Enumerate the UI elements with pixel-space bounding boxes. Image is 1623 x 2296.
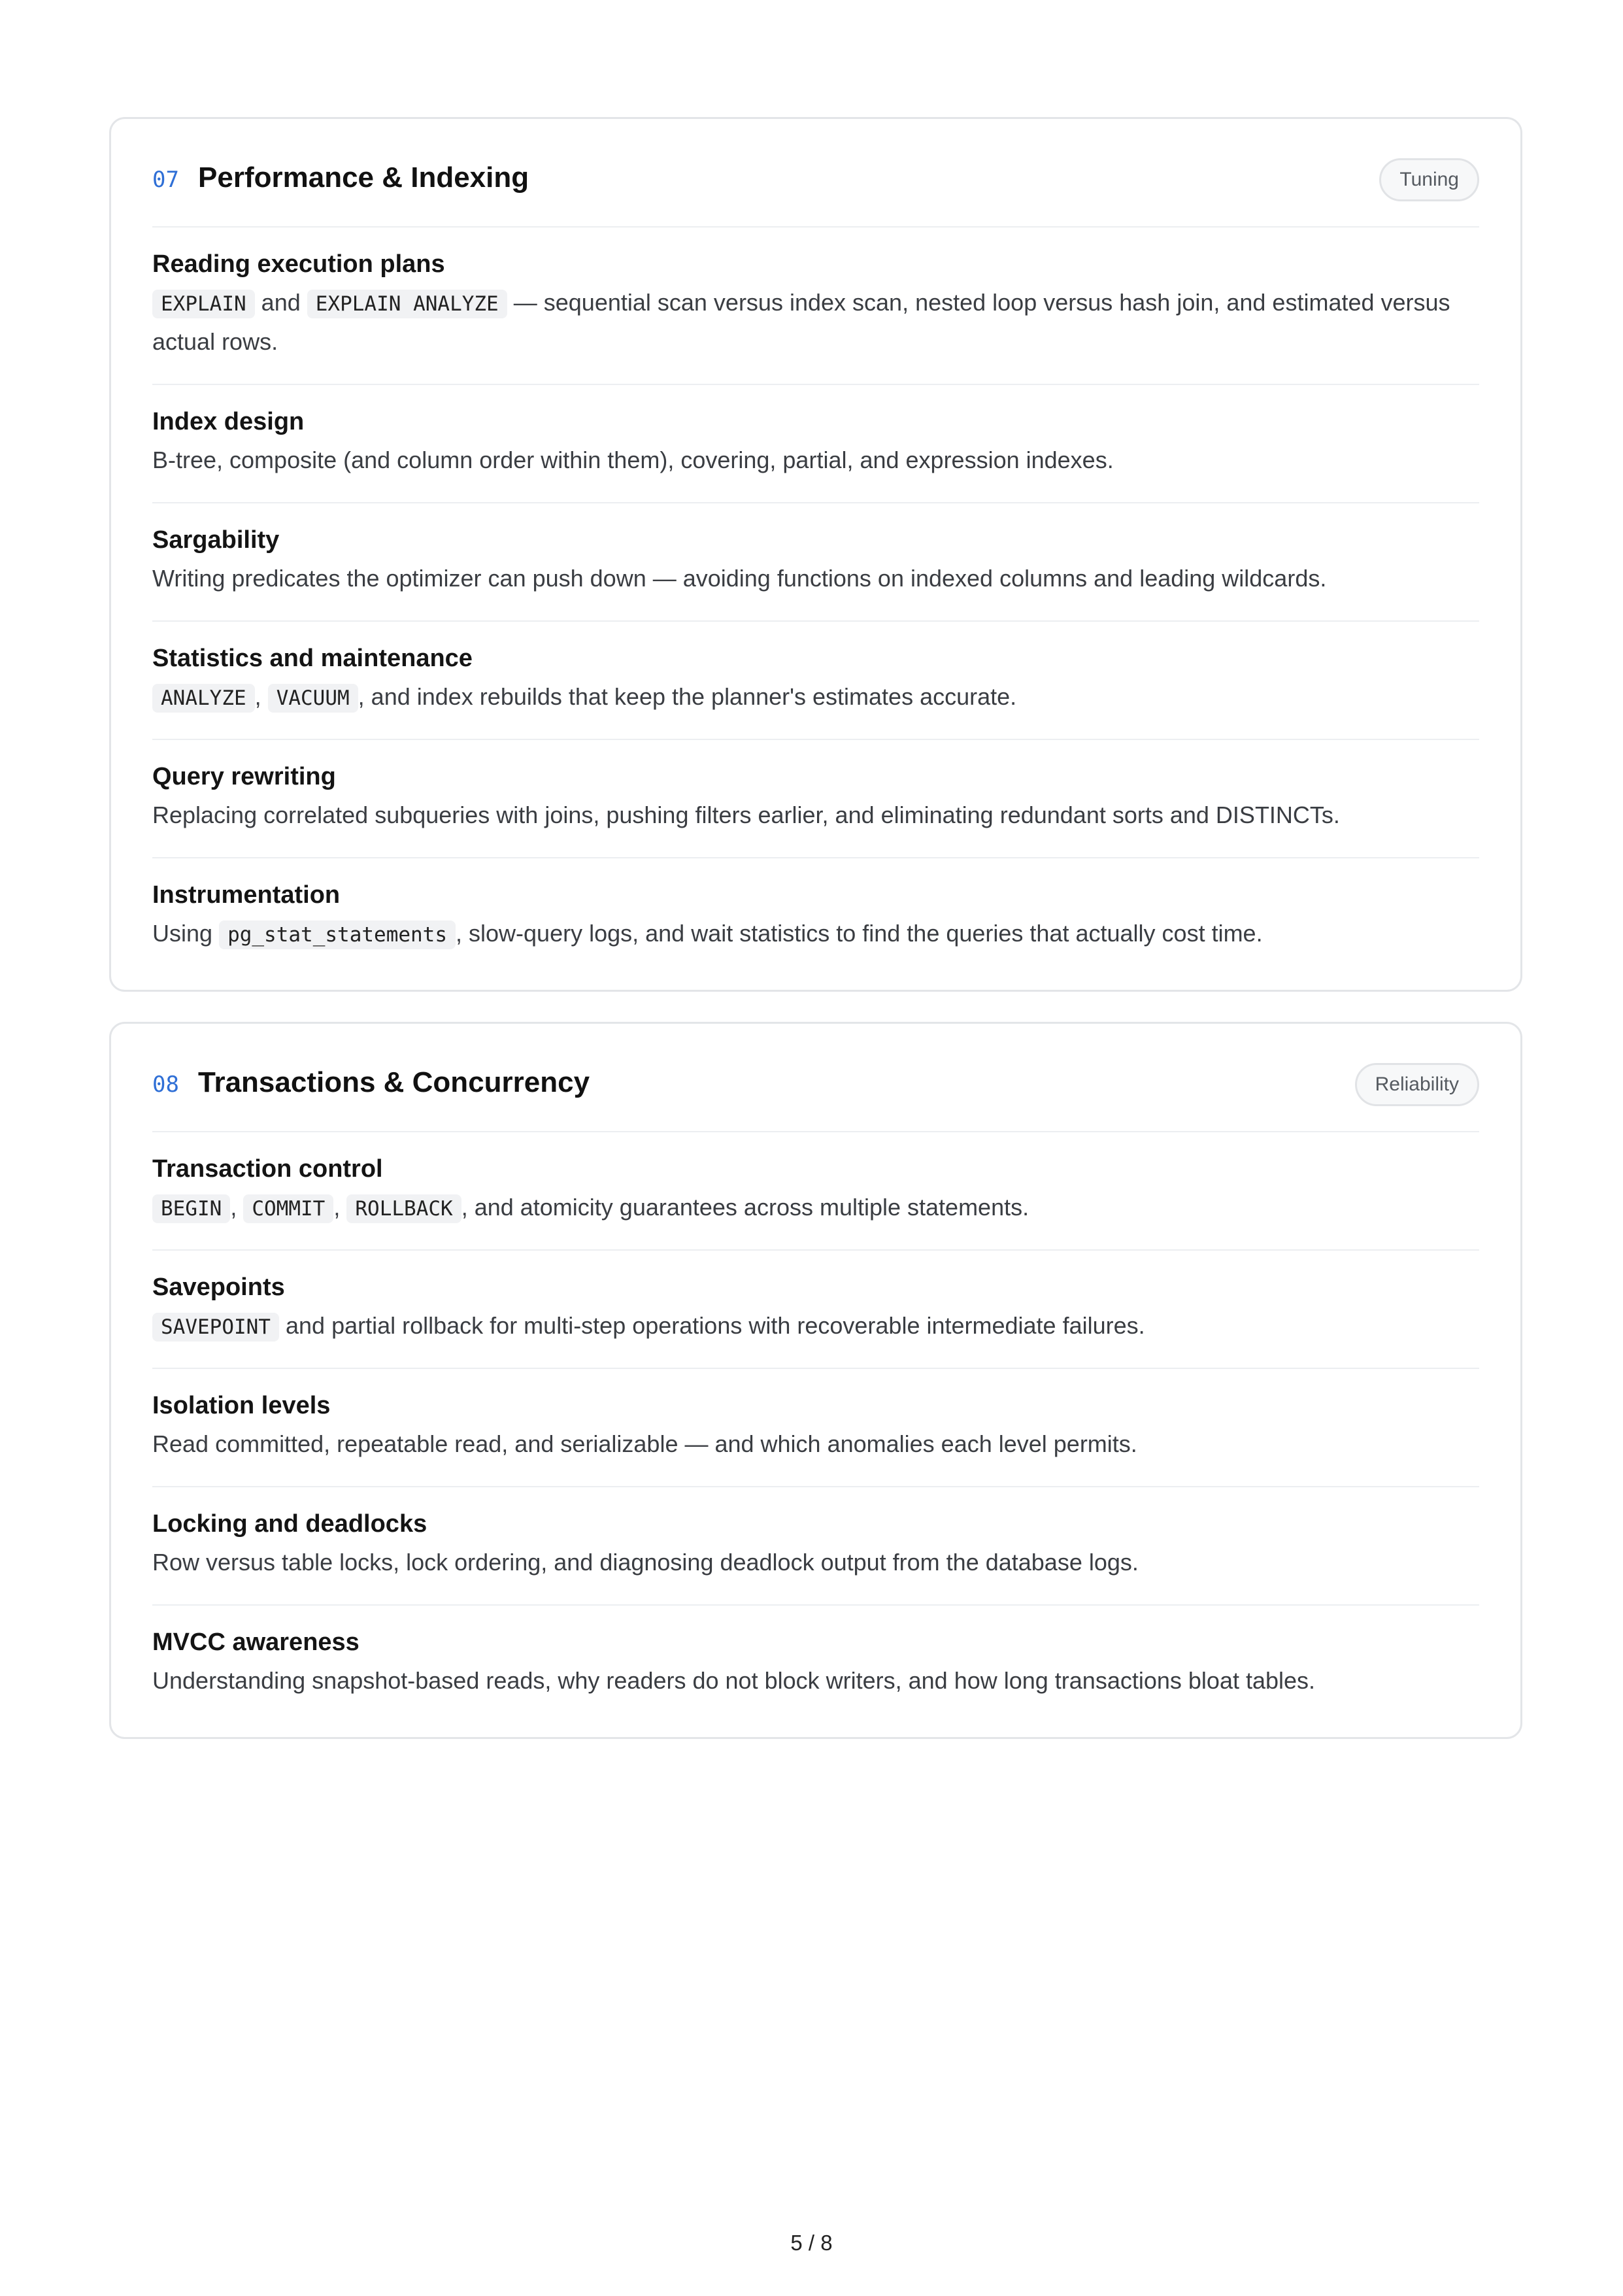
section-number: 08: [152, 1072, 179, 1098]
description-text: , slow-query logs, and wait statistics to find the queries that actually cost time.: [456, 920, 1263, 947]
inline-code: BEGIN: [152, 1194, 230, 1223]
inline-code: EXPLAIN: [152, 290, 255, 318]
topic-description: Understanding snapshot-based reads, why readers do not block writers, and how long transactions bloat tables.: [152, 1667, 1316, 1694]
topic-description: [152, 1189, 1479, 1228]
inline-code: ANALYZE: [152, 684, 255, 713]
section-title: Transactions & Concurrency: [198, 1066, 590, 1098]
topic-item: [152, 503, 1479, 622]
topic-description: [152, 1307, 1479, 1346]
topic-title: Index design: [152, 408, 305, 435]
topic-description: Row versus table locks, lock ordering, and diagnosing deadlock output from the database logs.: [152, 1549, 1139, 1576]
topic-description: [152, 915, 1479, 954]
inline-code: EXPLAIN ANALYZE: [307, 290, 507, 318]
topic-item: [152, 1606, 1479, 1724]
topic-item: [152, 858, 1479, 977]
topic-item: [152, 385, 1479, 503]
topic-item: [152, 1132, 1479, 1251]
description-text: ,: [230, 1194, 237, 1221]
description-text: — sequential scan versus index scan, nested loop versus hash join, and estimated versus actual rows.: [152, 289, 1450, 355]
section-header: [152, 1024, 1479, 1132]
topic-item: [152, 1487, 1479, 1606]
description-text: , and index rebuilds that keep the planner's estimates accurate.: [358, 683, 1017, 710]
topic-description: B-tree, composite (and column order within them), covering, partial, and expression indexes.: [152, 447, 1114, 473]
section-header: [152, 119, 1479, 228]
topic-title: Locking and deadlocks: [152, 1510, 427, 1538]
topic-item: [152, 622, 1479, 740]
topic-title: Query rewriting: [152, 763, 336, 790]
topic-title: Savepoints: [152, 1274, 285, 1301]
topic-title: Transaction control: [152, 1155, 383, 1183]
inline-code: pg_stat_statements: [219, 920, 456, 949]
inline-code: VACUUM: [268, 684, 358, 713]
topic-title: Reading execution plans: [152, 250, 445, 278]
topic-description: Replacing correlated subqueries with joins, pushing filters earlier, and eliminating redundant sorts and DISTINCTs.: [152, 802, 1340, 828]
page-number: 5 / 8: [790, 2231, 833, 2255]
topic-item: [152, 740, 1479, 858]
inline-code: ROLLBACK: [346, 1194, 461, 1223]
topic-description: Writing predicates the optimizer can push down — avoiding functions on indexed columns and leading wildcards.: [152, 565, 1327, 592]
section-card-performance-indexing: [109, 117, 1522, 992]
topic-description: [152, 284, 1479, 361]
topic-description: [152, 678, 1479, 717]
inline-code: SAVEPOINT: [152, 1313, 279, 1342]
description-text: ,: [254, 683, 261, 710]
inline-code: COMMIT: [243, 1194, 333, 1223]
section-title: Performance & Indexing: [198, 161, 529, 194]
topic-item: [152, 1251, 1479, 1369]
section-card-transactions-concurrency: [109, 1022, 1522, 1739]
topic-title: Instrumentation: [152, 881, 341, 909]
topic-item: [152, 1369, 1479, 1487]
topic-title: Statistics and maintenance: [152, 645, 473, 672]
topic-title: Sargability: [152, 526, 280, 554]
topic-title: MVCC awareness: [152, 1629, 360, 1656]
topic-description: Read committed, repeatable read, and serializable — and which anomalies each level permits.: [152, 1430, 1137, 1457]
section-number: 07: [152, 167, 179, 193]
description-text: , and atomicity guarantees across multiple statements.: [461, 1194, 1029, 1221]
description-text: and: [261, 289, 301, 316]
description-text: and partial rollback for multi-step operations with recoverable intermediate failures.: [286, 1312, 1145, 1339]
description-text: ,: [333, 1194, 341, 1221]
topic-title: Isolation levels: [152, 1392, 331, 1419]
topic-item: [152, 228, 1479, 385]
description-text: Using: [152, 920, 213, 947]
section-badge: Reliability: [1355, 1063, 1479, 1106]
section-badge: Tuning: [1379, 158, 1479, 201]
